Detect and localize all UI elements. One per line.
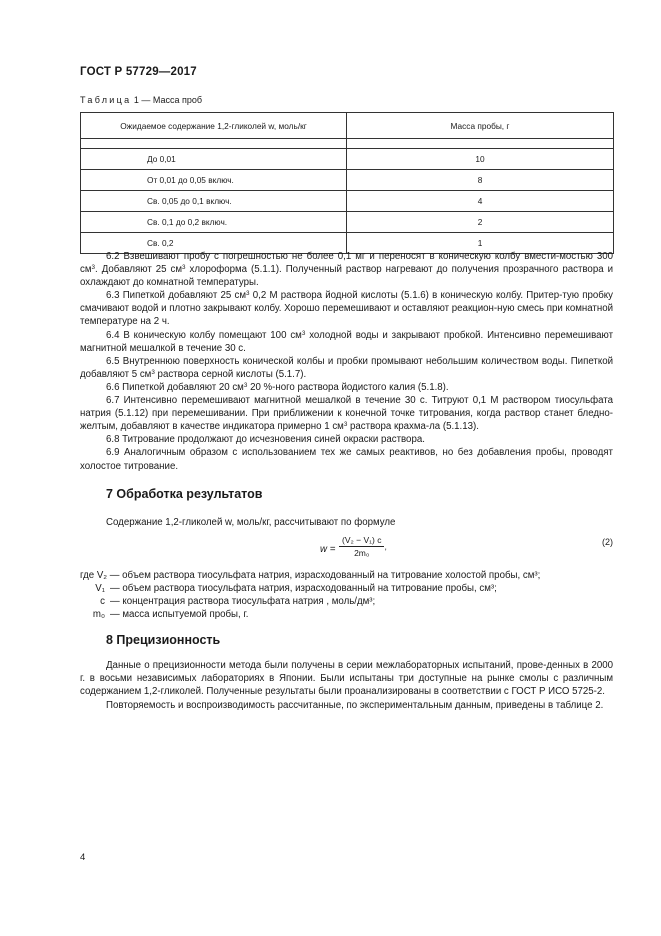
sample-mass-table	[80, 112, 614, 254]
range-cell: Св. 0,2	[81, 233, 347, 254]
formula-lhs: w =	[320, 543, 336, 555]
range-cell: От 0,01 до 0,05 включ.	[81, 170, 347, 191]
definition-row	[80, 569, 613, 582]
step-6-3	[80, 289, 613, 328]
formula-definitions	[80, 569, 613, 621]
definition-row	[80, 608, 613, 621]
column-header-expected-content: Ожидаемое содержание 1,2-гликолей w, моль/кг	[81, 113, 347, 139]
range-cell: Св. 0,1 до 0,2 включ.	[81, 212, 347, 233]
formula-2	[80, 533, 613, 565]
definition-symbol: где V₂	[80, 569, 108, 581]
step-text: раствора серной кислоты (5.1.7).	[154, 368, 307, 380]
superscript: 3	[243, 381, 248, 389]
superscript: 3	[246, 290, 250, 298]
step-6-5	[80, 355, 613, 381]
step-text: холодной воды и закрывают пробкой. Интенсивно перемешивают магнитной мешалкой в течение 30 с.	[80, 329, 614, 354]
step-6-2	[80, 250, 613, 289]
document-body	[80, 250, 613, 712]
formula-fraction	[339, 534, 387, 559]
formula-denominator: 2m₀	[354, 547, 370, 558]
table-row	[81, 212, 614, 233]
superscript: 3	[343, 421, 348, 429]
step-6-8: 6.8 Титрование продолжают до исчезновения синей окраски раствора.	[106, 434, 425, 446]
step-text: 6.6 Пипеткой добавляют 20 см	[106, 381, 244, 393]
step-6-6	[80, 381, 613, 394]
step-6-4	[80, 329, 613, 355]
section-7-heading: 7 Обработка результатов	[106, 486, 263, 501]
definition-text: — объем раствора тиосульфата натрия, израсходованный на титрование пробы, см³;	[110, 582, 497, 594]
page-number: 4	[80, 852, 86, 863]
mass-cell: 2	[347, 212, 614, 233]
formula-numerator: (V₂ − V₁) c	[339, 534, 384, 547]
definition-symbol: V₁	[95, 582, 105, 594]
step-6-9: 6.9 Аналогичным образом с использованием тех же самых реактивов, но без добавления пробы, проводят холостое титрование.	[80, 447, 613, 472]
definition-symbol: m₀	[92, 609, 105, 621]
superscript: 3	[151, 368, 155, 376]
step-text: 6.5 Внутреннюю поверхность конической колбы и пробки промывают небольшим количеством воды. Пипеткой добавляют 5 см	[80, 355, 613, 380]
range-cell: До 0,01	[81, 149, 347, 170]
step-text: 6.2 Взвешивают пробу с погрешностью не более 0,1 мг и переносят в коническую колбу вмести-мостью 300 см	[80, 251, 613, 276]
mass-cell: 8	[347, 170, 614, 191]
document-code-header: ГОСТ Р 57729—2017	[80, 66, 197, 78]
section-8-paragraph-1: Данные о прецизионности метода были получены в серии межлабораторных испытаний, прове-денных в 2000 г. в восьми независимых лабораториях в Японии. Были испытаны три доступные на рынке смолы с различным содержанием 1,2-гликолей. Полученные результаты были проанализированы в соответствии с ГОСТ Р ИСО 5725-2.	[80, 660, 613, 698]
step-text: 6.3 Пипеткой добавляют 25 см	[106, 290, 246, 302]
formula-trailing: ,	[384, 541, 387, 552]
range-cell: Св. 0,05 до 0,1 включ.	[81, 191, 347, 212]
superscript: 3	[301, 329, 306, 337]
step-text: 0,2 М раствора йодной кислоты (5.1.6) в коническую колбу. Притер-тую пробку смачивают водой и плотно закрывают колбу. Хорошо перемешивают и оставляют реакцион-ную смесь при комнатной температуре на 2 ч.	[80, 290, 613, 328]
table-row	[81, 149, 614, 170]
step-text: 6.4 В коническую колбу помещают 100 см	[106, 329, 302, 341]
step-text: раствора крахма-ла (5.1.13).	[347, 421, 479, 433]
superscript: 3	[182, 264, 186, 272]
fraction-stack	[339, 534, 387, 559]
section-8-paragraph-2: Повторяемость и воспроизводимость рассчитанные, по экспериментальным данным, приведены в таблице 2.	[106, 699, 604, 711]
definition-text: — масса испытуемой пробы, г.	[110, 609, 249, 621]
header-spacer	[81, 139, 347, 149]
mass-cell: 4	[347, 191, 614, 212]
definition-symbol: c	[100, 595, 105, 607]
table-caption	[80, 95, 202, 105]
table-row	[81, 191, 614, 212]
superscript: 3	[91, 264, 96, 272]
definition-row	[80, 582, 613, 595]
mass-cell: 1	[347, 233, 614, 254]
step-text: 20 %-ного раствора йодистого калия (5.1.8).	[247, 381, 449, 393]
mass-cell: 10	[347, 149, 614, 170]
header-spacer	[347, 139, 614, 149]
formula-intro: Содержание 1,2-гликолей w, моль/кг, рассчитывают по формуле	[106, 516, 396, 528]
definition-text: — объем раствора тиосульфата натрия, израсходованный на титрование холостой пробы, см³;	[107, 569, 541, 581]
table-caption-title: 1 — Масса проб	[131, 95, 203, 105]
column-header-sample-mass: Масса пробы, г	[347, 113, 614, 139]
step-text: 6.7 Интенсивно перемешивают магнитной мешалкой в течение 30 с. Титруют 0,1 М раствором тиосульфата натрия (5.1.12) при перемешивании. При приближении к конечной точке титрования, когда раствор станет бледно-желтым, добавляют в качестве индикатора примерно 1 см	[80, 395, 613, 433]
step-text: . Добавляют 25 см	[95, 264, 183, 276]
definition-row	[80, 595, 613, 608]
step-text: хлороформа (5.1.1). Полученный раствор нагревают до получения прозрачного раствора и охлаждают до комнатной температуры.	[80, 264, 613, 289]
definition-text: — концентрация раствора тиосульфата натрия , моль/дм³;	[110, 595, 376, 607]
table-row	[81, 170, 614, 191]
formula-number: (2)	[602, 536, 613, 547]
step-6-7	[80, 394, 613, 433]
section-8-heading: 8 Прецизионность	[106, 633, 221, 648]
table-caption-word: Таблица	[80, 95, 132, 105]
